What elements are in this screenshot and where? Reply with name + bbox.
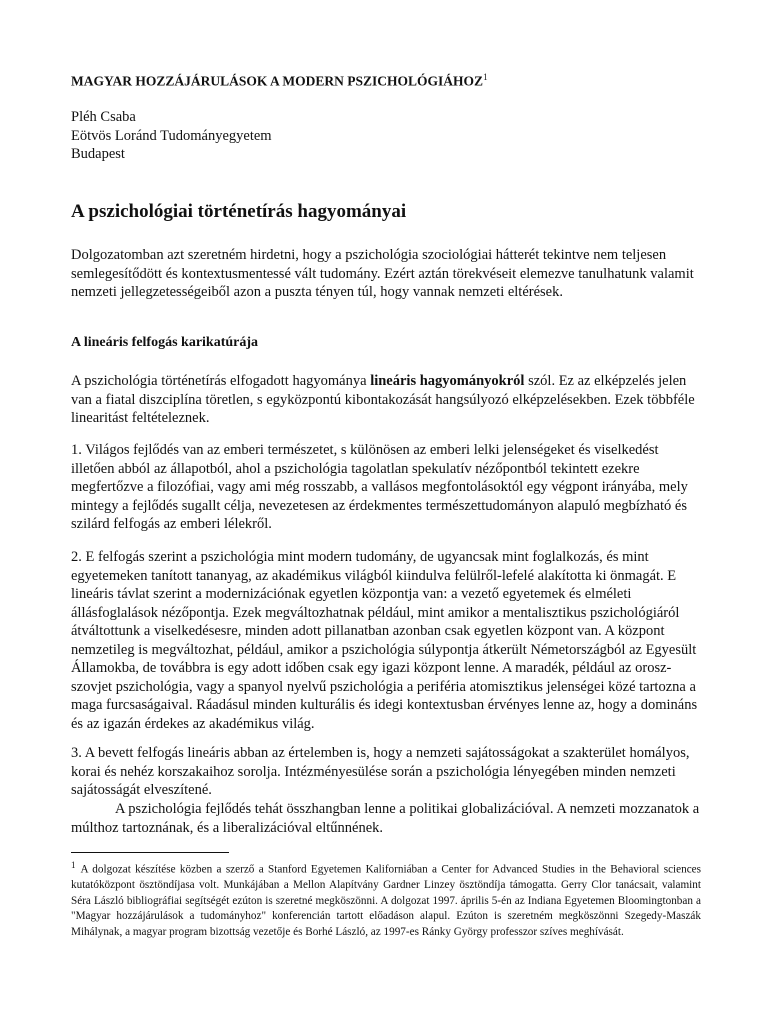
p1-text-before: A pszichológia történetírás elfogadott hagyománya bbox=[71, 373, 371, 389]
document-title-text: MAGYAR HOZZÁJÁRULÁSOK A MODERN PSZICHOLÓGIÁHOZ bbox=[71, 73, 484, 89]
section-heading: A pszichológiai történetírás hagyományai bbox=[71, 201, 407, 222]
footnote-mark: 1 bbox=[71, 860, 76, 870]
point-2-paragraph: 2. E felfogás szerint a pszichológia mint modern tudomány, de ugyancsak mint foglalkozás, és mint egyetemeken tanított tananyag, az akadémikus világból kiindulva felülről-lefelé alakította ki önmagát. E lineáris távlat szerint a modernizációnak egyetlen központja van: a vezető egyetemek és elméleti állásfoglalások nézőpontja. Ezek megváltozhatnak például, mint amikor a mentalisztikus pszichológiáról átváltottunk a viselkedésesre, minden adott pillanatban azonban csak egyetlen központ van. A központ nemzetileg is megváltozhat, például, amikor a pszichológia súlypontja átkerült Németországból az Egyesült Államokba, de továbbra is egy adott időben csak egy igazi központ lenne. A maradék, például az orosz-szovjet pszichológia, vagy a spanyol nyelvű pszichológia a periféria atomisztikus jelenségei közé tartozna a maga furcsaságaival. Ráadásul minden kulturális és idegi kontextusban érvényes lenne az, hogy a domináns és az igazán érdekes az akadémikus világ. bbox=[71, 549, 698, 732]
author-institution: Eötvös Loránd Tudományegyetem bbox=[71, 127, 272, 144]
subsection-heading: A lineáris felfogás karikatúrája bbox=[71, 335, 259, 350]
title-footnote-mark: 1 bbox=[483, 72, 488, 82]
closing-paragraph: A pszichológia fejlődés tehát összhangban lenne a politikai globalizációval. A nemzeti mozzanatok a múlthoz tartoznának, és a liberalizációval eltűnnének. bbox=[71, 801, 700, 836]
author-name: Pléh Csaba bbox=[71, 109, 136, 125]
footnote-divider bbox=[71, 852, 229, 853]
author-block bbox=[71, 108, 272, 164]
point-3-paragraph: 3. A bevett felfogás lineáris abban az értelemben is, hogy a nemzeti sajátosságokat a szakterület homályos, korai és nehéz korszakaihoz sorolja. Intézményesülése során a pszichológia lényegében minden nemzeti sajátosságát elveszítené. bbox=[71, 745, 690, 798]
p1-bold-text: lineáris hagyományokról bbox=[370, 373, 525, 389]
paragraph-linear-tradition bbox=[71, 372, 701, 428]
document-title bbox=[71, 72, 488, 90]
footnote bbox=[71, 858, 701, 940]
footnote-text: A dolgozat készítése közben a szerző a Stanford Egyetemen Kaliforniában a Center for Advanced Studies in the Behavioral sciences kutatóközpont ösztöndíjasa volt. Munkájában a Mellon Alapítvány Gardner Linzey ösztöndíja támogatta. Gerry Clor tanácsait, valamint Séra László bibliográfiai segítségét ezúton is szeretné megköszönni. A dolgozat 1997. április 5-én az Indiana Egyetemen Bloomingtonban a "Magyar hozzájárulások a tudományhoz" konferencián tartott előadáson alapul. Ezúton is szeretném megköszönni Szegedy-Maszák Mihálynak, a magyar program bizottság vezetője és Borhé László, az 1997-es Ránky György professzor szíves meghívását. bbox=[71, 863, 701, 938]
intro-paragraph: Dolgozatomban azt szeretném hirdetni, hogy a pszichológia szociológiai hátterét tekintve nem teljesen semlegesítődött és kontextusmentessé vált tudomány. Ezért aztán törekvéseit elemezve tanulhatunk valamit nemzeti jellegzetességeiből azon a puszta tényen túl, hogy vannak nemzeti eltérések. bbox=[71, 247, 694, 300]
point-1-paragraph: 1. Világos fejlődés van az emberi természetet, s különösen az emberi lelki jelenségeket és viselkedést illetően abból az állapotból, ahol a pszichológia tagolatlan spekulatív nézőpontból tekintett ezekre megfertőzve a filozófiai, vagy ami még rosszabb, a vallásos megfontolásoktól egy végpont irányába, mely mintegy a fejlődés sugallt célja, nevezetesen az érdekmentes természettudományon alapuló megbízható és szilárd felfogás az emberi lélekről. bbox=[71, 442, 688, 532]
author-city: Budapest bbox=[71, 146, 125, 162]
p1-text-after: szól. Ez az elképzelés jelen van a fiatal diszciplína töretlen, s egyközpontú kibontakozását hangsúlyozó elképzelésekben. Ezek többféle linearitást feltételeznek. bbox=[71, 373, 695, 426]
